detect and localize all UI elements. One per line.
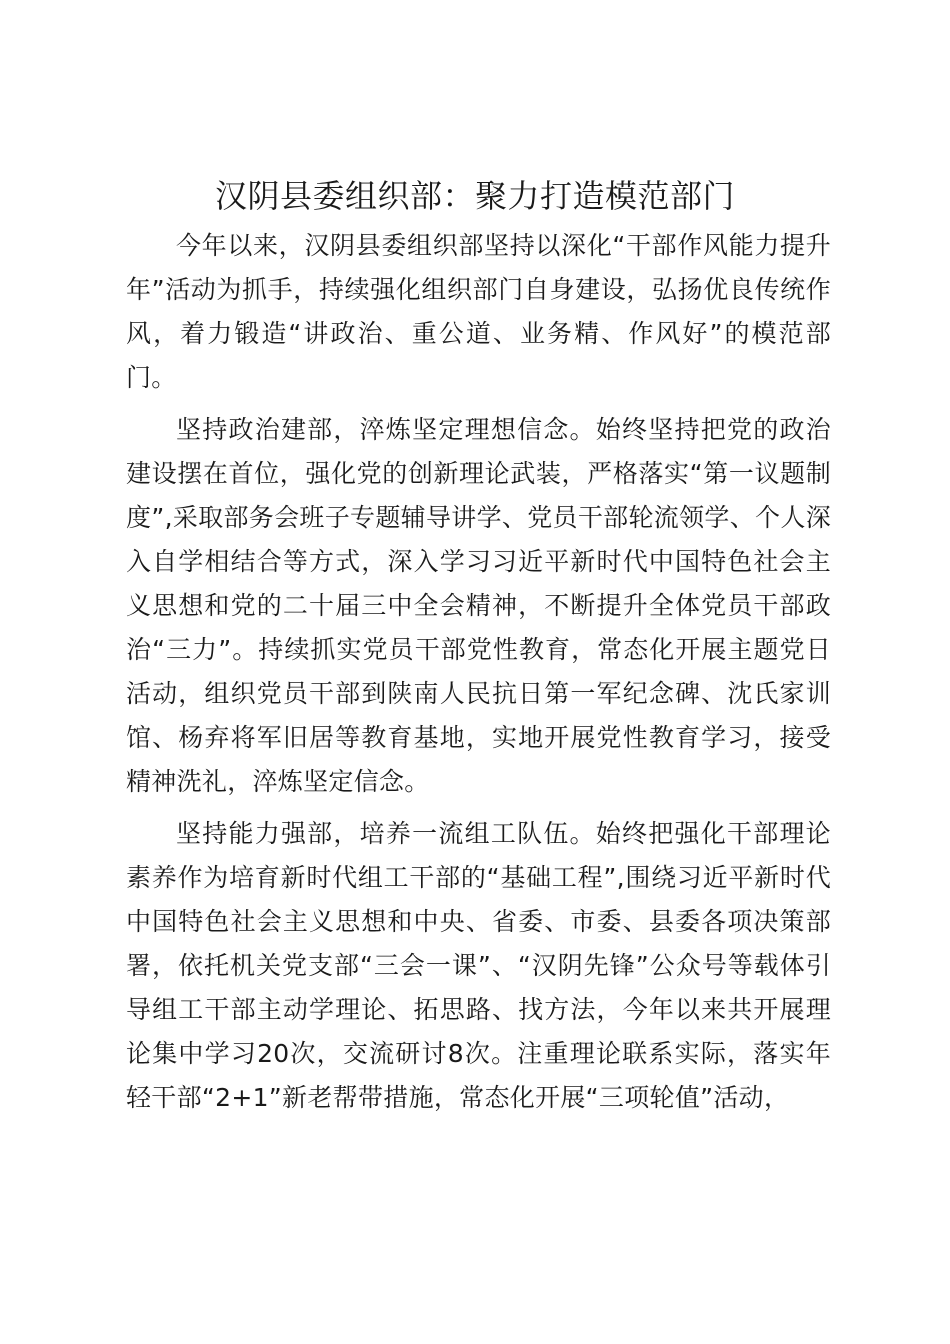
document-title: 汉阴县委组织部：聚力打造模范部门 bbox=[214, 177, 735, 215]
paragraph-intro: 今年以来，汉阴县委组织部坚持以深化“干部作风能力提升年”活动为抓手，持续强化组织部门自身建设，弘扬优良传统作风，着力锻造“讲政治、重公道、业务精、作风好”的模范部门。 bbox=[126, 231, 831, 392]
document-body bbox=[126, 224, 831, 1128]
paragraph-capability-building: 坚持能力强部，培养一流组工队伍。始终把强化干部理论素养作为培育新时代组工干部的“基础工程”,围绕习近平新时代中国特色社会主义思想和中央、省委、市委、县委各项决策部署，依托机关党支部“三会一课”、“汉阴先锋”公众号等载体引导组工干部主动学理论、拓思路、找方法，今年以来共开展理论集中学习20次，交流研讨8次。注重理论联系实际，落实年轻干部“2+1”新老帮带措施，常态化开展“三项轮值”活动， bbox=[126, 819, 831, 1112]
paragraph-political-building: 坚持政治建部，淬炼坚定理想信念。始终坚持把党的政治建设摆在首位，强化党的创新理论武装，严格落实“第一议题制度”,采取部务会班子专题辅导讲学、党员干部轮流领学、个人深入自学相结合等方式，深入学习习近平新时代中国特色社会主义思想和党的二十届三中全会精神，不断提升全体党员干部政治“三力”。持续抓实党员干部党性教育，常态化开展主题党日活动，组织党员干部到陕南人民抗日第一军纪念碑、沈氏家训馆、杨弃将军旧居等教育基地，实地开展党性教育学习，接受精神洗礼，淬炼坚定信念。 bbox=[126, 415, 831, 796]
